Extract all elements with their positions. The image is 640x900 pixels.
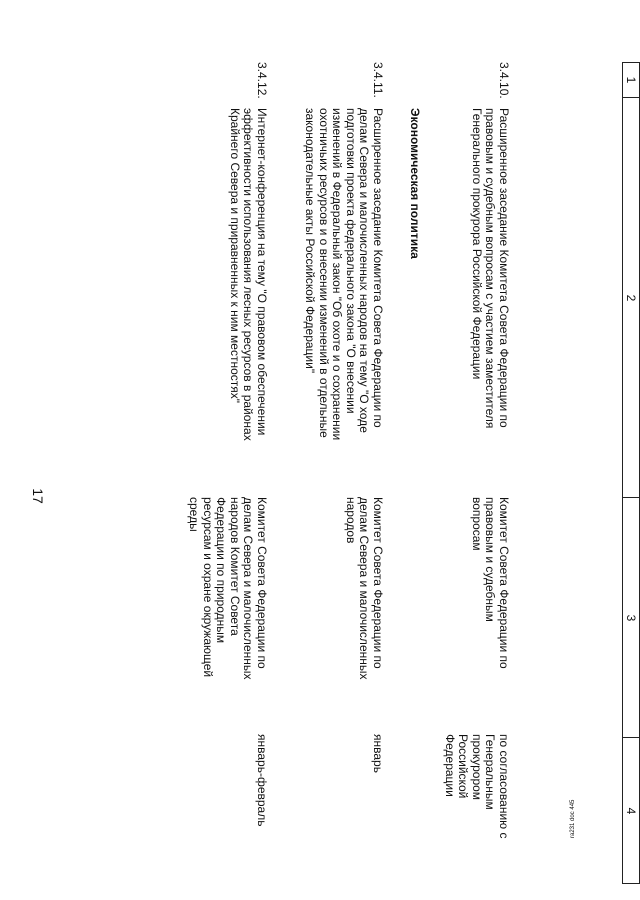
row-number: 3.4.10. bbox=[497, 62, 511, 99]
table-header-row bbox=[622, 62, 640, 884]
row-responsible: Комитет Совета Федерации по делам Севера и малочисленных народов bbox=[343, 497, 385, 680]
header-col-3: 3 bbox=[623, 497, 639, 738]
row-number: 3.4.12. bbox=[255, 62, 269, 99]
section-title: Экономическая политика bbox=[408, 108, 422, 259]
row-date: январь bbox=[371, 734, 385, 773]
row-responsible: Комитет Совета Федерации по делам Севера и малочисленных народов Комитет Совета Федерации по природным ресурсам и охране окружающей среды bbox=[187, 497, 269, 680]
row-date: по согласованию с Генеральным прокурором Российской Федерации bbox=[442, 734, 511, 839]
row-responsible: Комитет Совета Федерации по правовым и судебным вопросам bbox=[469, 497, 511, 669]
row-event: Расширенное заседание Комитета Совета Федерации по делам Севера и малочисленных народов на тему "О ходе подготовки проекта федерального закона "О внесении изменений в Федеральный закон "Об охоте и о сохранении охотничьих ресурсов и о внесении изменений в отдельные законодательные акты Российской Федерации" bbox=[303, 108, 385, 441]
header-col-1: 1 bbox=[624, 76, 638, 84]
header-col-4: 4 bbox=[623, 737, 639, 884]
footer-code: ra231 doc 445 bbox=[570, 799, 576, 838]
row-event: Интернет-конференция на тему "О правовом обеспечении эффективности использования лесных ресурсов в районах Крайнего Севера и приравненных к ним местностях" bbox=[227, 108, 269, 441]
header-col-2: 2 bbox=[623, 97, 639, 498]
page-number: 17 bbox=[30, 488, 46, 504]
row-date: январь-февраль bbox=[255, 734, 269, 827]
row-event: Расширенное заседание Комитета Совета Федерации по правовым и судебным вопросам с участием заместителя Генерального прокурора Российской Федерации bbox=[469, 108, 511, 429]
row-number: 3.4.11. bbox=[371, 62, 385, 98]
